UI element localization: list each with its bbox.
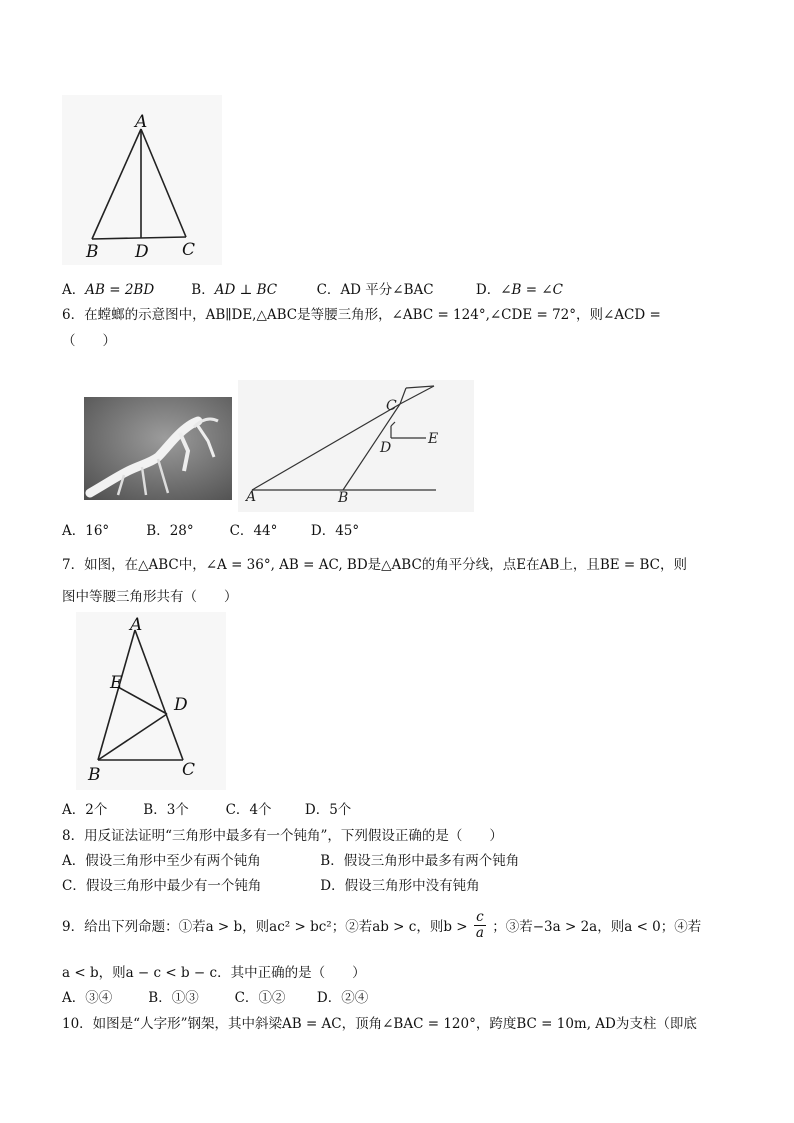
fraction-denominator: a bbox=[475, 925, 484, 941]
option-letter: B． bbox=[143, 802, 167, 818]
option-text: 2个 bbox=[85, 802, 108, 818]
option-text: 4个 bbox=[249, 802, 272, 818]
q6-answer-paren: （ ） bbox=[62, 333, 116, 349]
option-letter: B． bbox=[148, 990, 172, 1006]
q7-option-a[interactable] bbox=[62, 798, 139, 818]
q5-options bbox=[62, 278, 563, 298]
q6-stem: 6．在螳螂的示意图中，AB∥DE,△ABC是等腰三角形，∠ABC = 124°,∠CDE = 72°，则∠ACD = bbox=[62, 307, 661, 323]
option-text: 5个 bbox=[329, 802, 352, 818]
option-text: 假设三角形中最多有两个钝角 bbox=[343, 853, 520, 869]
option-letter: A． bbox=[62, 282, 86, 298]
q8-option-b[interactable] bbox=[320, 849, 519, 869]
option-letter: C． bbox=[316, 282, 341, 298]
triangle-abd-figure bbox=[62, 95, 222, 265]
vertex-label-e: E bbox=[428, 431, 439, 447]
q9-option-b[interactable] bbox=[148, 986, 230, 1006]
fraction-numerator: c bbox=[474, 910, 486, 926]
q9-option-a[interactable] bbox=[62, 986, 144, 1006]
option-letter: A． bbox=[62, 990, 86, 1006]
option-letter: A． bbox=[62, 853, 86, 869]
vertex-label-c: C bbox=[182, 760, 196, 780]
q8-options-row-2 bbox=[62, 874, 480, 894]
option-text: ①③ bbox=[171, 990, 199, 1006]
vertex-label-e: E bbox=[110, 673, 123, 693]
mantis-photo bbox=[84, 397, 232, 500]
mantis-diagram bbox=[238, 380, 474, 512]
option-letter: C． bbox=[229, 523, 254, 539]
option-letter: D． bbox=[320, 878, 345, 894]
q8-option-a[interactable] bbox=[62, 849, 316, 869]
option-letter: D． bbox=[310, 523, 336, 539]
option-letter: C． bbox=[225, 802, 250, 818]
q8-option-c[interactable] bbox=[62, 874, 316, 894]
option-text: ②④ bbox=[341, 990, 369, 1006]
q9-stem-part-1: 9．给出下列命题：①若a > b，则ac² > bc²；②若ab > c，则b > bbox=[62, 919, 468, 935]
option-text: 假设三角形中没有钝角 bbox=[344, 878, 480, 894]
option-text: 16° bbox=[85, 523, 110, 539]
q9-stem-line-2: a < b，则a − c < b − c．其中正确的是（ ） bbox=[62, 965, 366, 981]
option-text: 3个 bbox=[166, 802, 189, 818]
fraction-c-over-a bbox=[474, 910, 486, 941]
option-letter: C． bbox=[234, 990, 259, 1006]
q5-option-b[interactable] bbox=[191, 278, 312, 298]
option-letter: B． bbox=[320, 853, 344, 869]
vertex-label-c: C bbox=[386, 398, 397, 414]
vertex-label-d: D bbox=[135, 242, 149, 262]
option-text: ∠B = ∠C bbox=[500, 282, 563, 298]
option-text: 假设三角形中最少有一个钝角 bbox=[85, 878, 262, 894]
option-text: AD ⊥ BC bbox=[214, 282, 278, 298]
q5-option-a[interactable] bbox=[62, 278, 187, 298]
option-letter: B． bbox=[146, 523, 170, 539]
q6-option-b[interactable] bbox=[146, 519, 225, 539]
option-letter: D． bbox=[304, 802, 330, 818]
q10-stem: 10．如图是“人字形”钢架，其中斜梁AB = AC，顶角∠BAC = 120°，跨度BC = 10m, AD为支柱（即底 bbox=[62, 1016, 697, 1032]
vertex-label-d: D bbox=[380, 440, 392, 456]
option-text: ①② bbox=[258, 990, 286, 1006]
option-letter: C． bbox=[62, 878, 86, 894]
q8-option-d[interactable] bbox=[320, 874, 479, 894]
q7-stem-line-1: 7．如图，在△ABC中，∠A = 36°, AB = AC, BD是△ABC的角平分线，点E在AB上，且BE = BC，则 bbox=[62, 557, 688, 573]
option-text: 28° bbox=[169, 523, 194, 539]
option-letter: D． bbox=[475, 282, 501, 298]
q7-stem-line-2: 图中等腰三角形共有（ ） bbox=[62, 589, 238, 605]
option-text: AD 平分∠BAC bbox=[340, 282, 434, 298]
vertex-label-b: B bbox=[338, 490, 349, 506]
q9-option-d[interactable] bbox=[317, 986, 368, 1006]
q7-options bbox=[62, 798, 351, 818]
option-letter: A． bbox=[62, 523, 86, 539]
triangle-abc-bisector-figure bbox=[76, 612, 226, 790]
option-text: 45° bbox=[335, 523, 360, 539]
q7-option-c[interactable] bbox=[226, 798, 301, 818]
vertex-label-c: C bbox=[182, 240, 196, 260]
vertex-label-d: D bbox=[174, 695, 188, 715]
q6-option-d[interactable] bbox=[311, 519, 359, 539]
q6-options bbox=[62, 519, 359, 539]
q5-option-d[interactable] bbox=[476, 278, 563, 298]
q9-stem-part-2: ；③若−3a > 2a，则a < 0；④若 bbox=[492, 919, 702, 935]
q7-option-b[interactable] bbox=[143, 798, 221, 818]
q7-option-d[interactable] bbox=[305, 798, 351, 818]
q6-option-c[interactable] bbox=[230, 519, 307, 539]
q9-stem-line-1 bbox=[62, 909, 702, 943]
option-text: AB = 2BD bbox=[85, 282, 155, 298]
vertex-label-a: A bbox=[135, 112, 148, 132]
q8-stem: 8．用反证法证明“三角形中最多有一个钝角”，下列假设正确的是（ ） bbox=[62, 828, 503, 844]
q9-options bbox=[62, 986, 368, 1006]
option-text: 假设三角形中至少有两个钝角 bbox=[85, 853, 261, 869]
option-text: ③④ bbox=[85, 990, 113, 1006]
vertex-label-b: B bbox=[86, 242, 99, 262]
option-letter: D． bbox=[316, 990, 342, 1006]
option-letter: B． bbox=[191, 282, 215, 298]
q8-options-row-1 bbox=[62, 849, 519, 869]
vertex-label-a: A bbox=[130, 615, 143, 635]
q5-option-c[interactable] bbox=[317, 278, 472, 298]
vertex-label-b: B bbox=[88, 765, 101, 785]
vertex-label-a: A bbox=[246, 489, 257, 505]
option-letter: A． bbox=[62, 802, 86, 818]
q6-option-a[interactable] bbox=[62, 519, 142, 539]
q9-option-c[interactable] bbox=[235, 986, 313, 1006]
option-text: 44° bbox=[253, 523, 278, 539]
